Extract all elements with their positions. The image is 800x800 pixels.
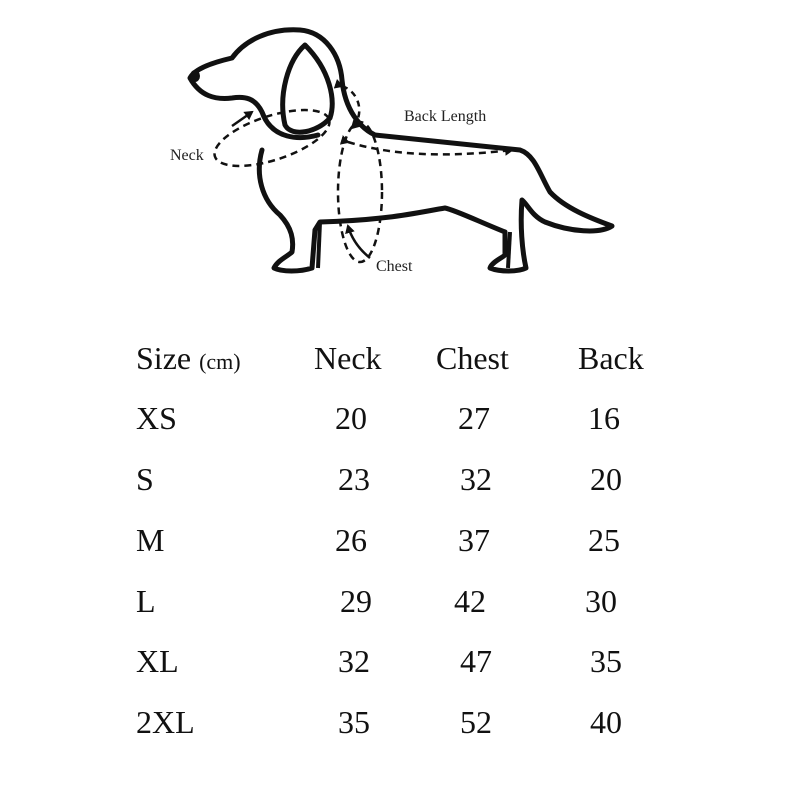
table-row-back: 30 bbox=[585, 583, 617, 619]
back-length-label: Back Length bbox=[404, 108, 487, 125]
size-header bbox=[136, 340, 241, 380]
table-row-size: XS bbox=[136, 400, 177, 436]
table-row-chest: 37 bbox=[458, 522, 490, 558]
table-row-neck: 29 bbox=[340, 583, 372, 619]
unit-label: (cm) bbox=[199, 349, 241, 374]
size-header-label: Size bbox=[136, 340, 192, 376]
table-row-size: 2XL bbox=[136, 704, 195, 740]
table-row-neck: 20 bbox=[335, 400, 367, 436]
table-row-chest: 27 bbox=[458, 400, 490, 436]
table-row-neck: 26 bbox=[335, 522, 367, 558]
table-row-neck: 23 bbox=[338, 461, 370, 497]
table-row-size: L bbox=[136, 583, 156, 619]
table-row-chest: 42 bbox=[454, 583, 486, 619]
table-row-back: 20 bbox=[590, 461, 622, 497]
table-row-chest: 47 bbox=[460, 643, 492, 679]
table-row-size: S bbox=[136, 461, 154, 497]
table-row-neck: 35 bbox=[338, 704, 370, 740]
table-row-back: 40 bbox=[590, 704, 622, 740]
table-row-back: 25 bbox=[588, 522, 620, 558]
chest-header: Chest bbox=[436, 340, 509, 376]
chest-label: Chest bbox=[376, 258, 413, 275]
table-row-chest: 32 bbox=[460, 461, 492, 497]
table-row-size: XL bbox=[136, 643, 179, 679]
neck-label: Neck bbox=[170, 147, 204, 164]
table-row-chest: 52 bbox=[460, 704, 492, 740]
table-row-size: M bbox=[136, 522, 165, 558]
table-row-back: 35 bbox=[590, 643, 622, 679]
back-header: Back bbox=[578, 340, 644, 376]
table-row-back: 16 bbox=[588, 400, 620, 436]
neck-header: Neck bbox=[314, 340, 382, 376]
table-row-neck: 32 bbox=[338, 643, 370, 679]
